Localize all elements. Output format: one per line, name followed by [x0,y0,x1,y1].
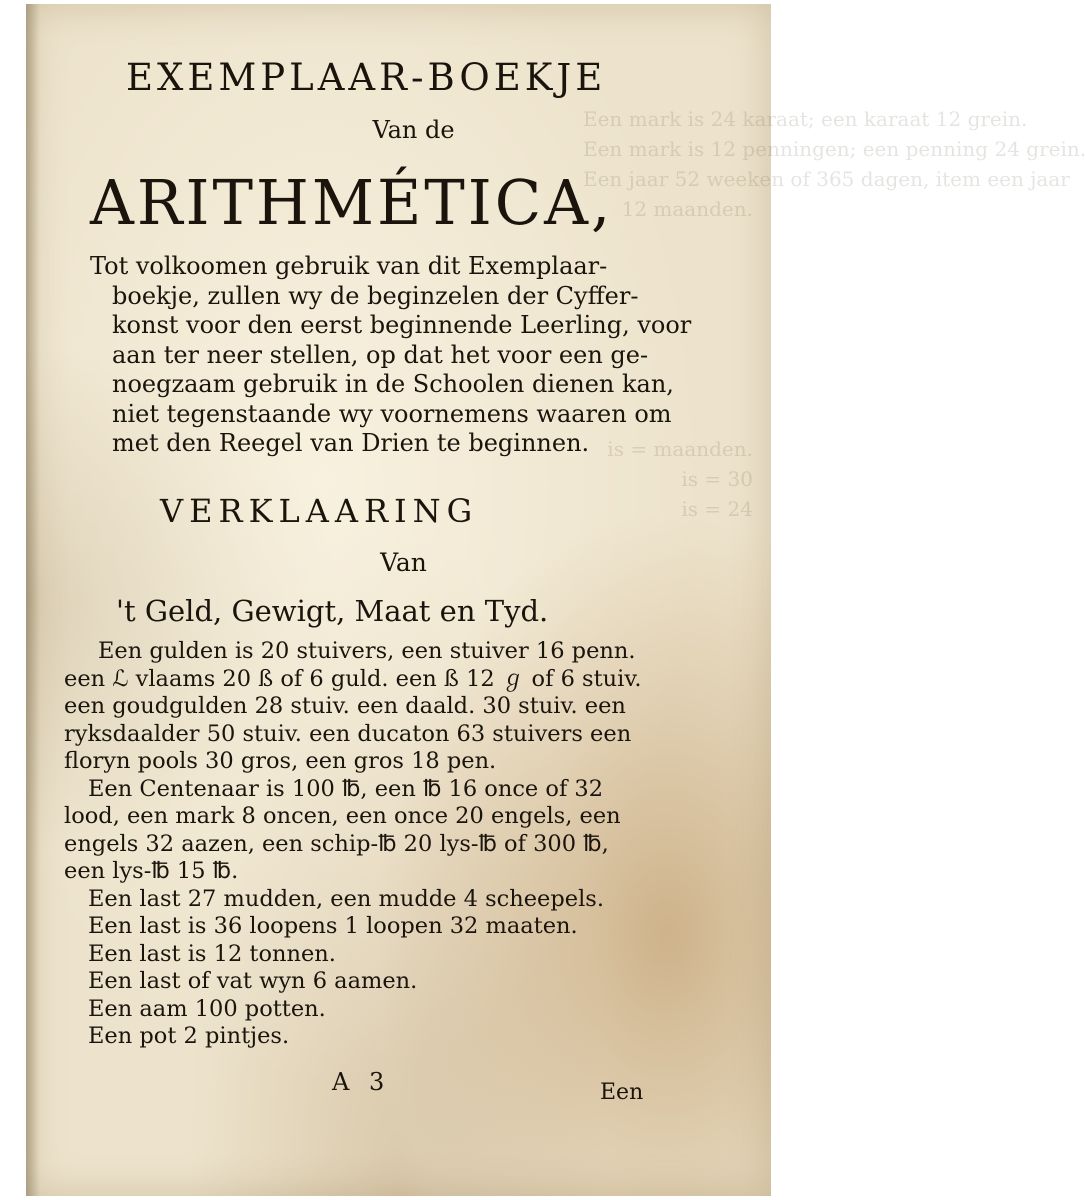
body-line: Een last is 36 loopens 1 loopen 32 maaten. [88,913,578,939]
body-line: floryn pools 30 gros, een gros 18 pen. [64,748,497,774]
intro-line: konst voor den eerst beginnende Leerling, voor [112,311,692,339]
body-line: een goudgulden 28 stuiv. een daald. 30 stuiv. een [64,693,626,719]
intro-line: noegzaam gebruik in de Schoolen dienen kan, [112,370,674,398]
title-line-2: Van de [372,116,455,144]
bleed-through-line: is = maanden. [607,437,753,461]
bleed-through-line: 12 maanden. [621,197,753,221]
bleed-through-line: Een mark is 12 penningen; een penning 24 grein. [583,137,1086,161]
catchword: Een [600,1080,644,1105]
body-line: Een Centenaar is 100 ℔, een ℔ 16 once of 32 [88,775,604,802]
intro-line: met den Reegel van Drien te beginnen. [112,429,590,457]
bleed-through-line: is = 24 [681,497,753,521]
body-text [64,638,684,1051]
body-line: lood, een mark 8 oncen, een once 20 engels, een [64,803,621,829]
section-subheading: 't Geld, Gewigt, Maat en Tyd. [116,594,549,628]
body-line: engels 32 aazen, een schip-℔ 20 lys-℔ of 300 ℔, [64,830,609,857]
section-heading: VERKLAARING [160,492,479,530]
bleed-through-line: Een mark is 24 karaat; een karaat 12 grein. [583,107,1028,131]
body-line: Een last is 12 tonnen. [88,940,336,967]
title-line-1: EXEMPLAAR-BOEKJE [126,56,607,99]
book-page [26,4,1086,1196]
body-line: Een gulden is 20 stuivers, een stuiver 16 penn. [98,638,636,664]
body-line: een ℒ vlaams 20 ß of 6 guld. een ß 12 ℊ of 6 stuiv. [64,665,642,692]
title-line-3: ARITHMÉTICA, [90,166,614,239]
bleed-through-line: Een jaar 52 weeken of 365 dagen, item een jaar [583,167,1070,191]
page-spine-shadow [26,4,40,1196]
body-line: Een last of vat wyn 6 aamen. [88,968,418,994]
body-line: een lys-℔ 15 ℔. [64,858,239,884]
body-line: Een aam 100 potten. [88,995,326,1022]
intro-line: Tot volkoomen gebruik van dit Exemplaar- [90,252,608,280]
intro-line: niet tegenstaande wy voornemens waaren om [112,399,672,428]
section-van: Van [380,548,427,577]
body-line: ryksdaalder 50 stuiv. een ducaton 63 stuivers een [64,720,632,747]
intro-line: aan ter neer stellen, op dat het voor een ge- [112,340,649,369]
folio-signature: A 3 [332,1068,391,1096]
body-line: Een last 27 mudden, een mudde 4 scheepels. [88,885,604,912]
body-line: Een pot 2 pintjes. [88,1023,290,1049]
bleed-through-line: is = 30 [681,467,753,491]
intro-line: boekje, zullen wy de beginzelen der Cyffer- [112,281,639,310]
